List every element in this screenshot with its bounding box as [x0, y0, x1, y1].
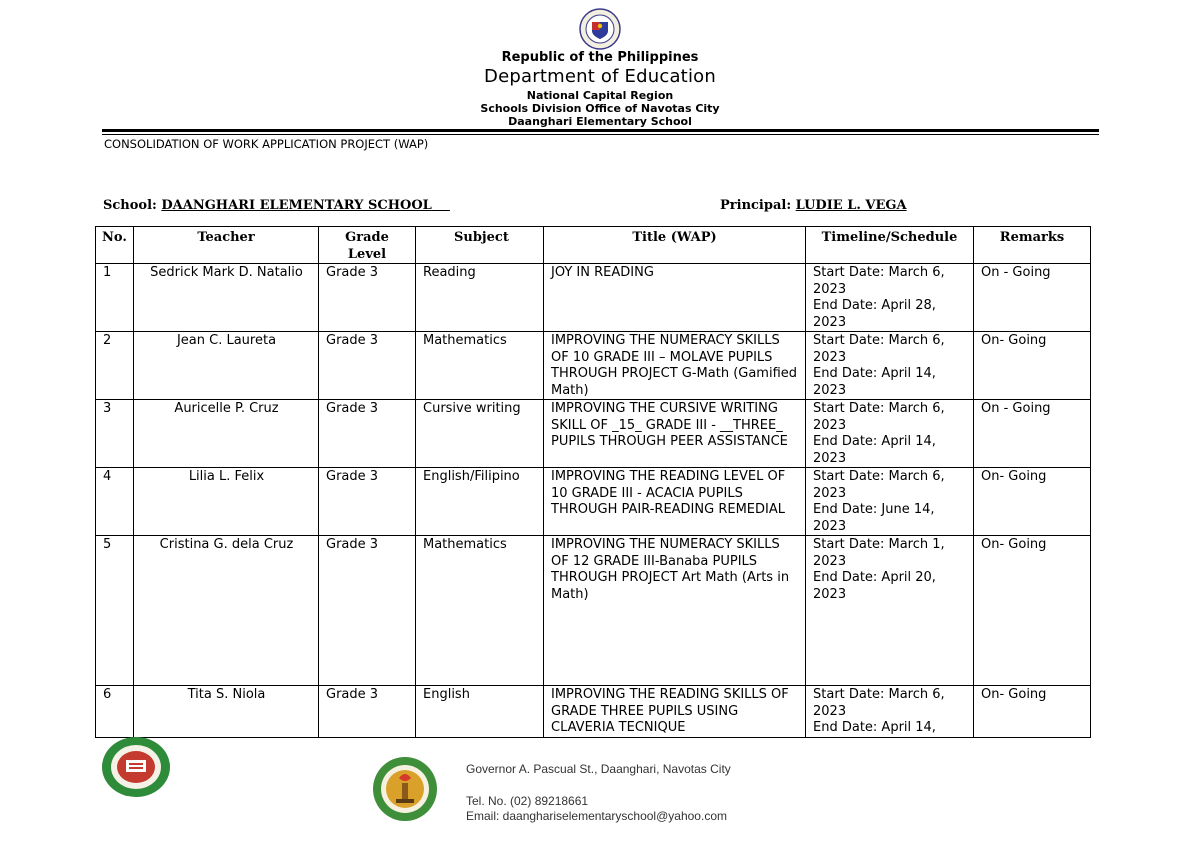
row-grade: Grade 3 — [319, 468, 416, 536]
wap-table — [95, 226, 1091, 738]
principal-info — [720, 198, 907, 213]
row-timeline — [806, 264, 974, 332]
row-title: JOY IN READING — [544, 264, 806, 332]
school-value: DAANGHARI ELEMENTARY SCHOOL — [161, 198, 432, 213]
row-grade: Grade 3 — [319, 686, 416, 738]
row-teacher: Sedrick Mark D. Natalio — [134, 264, 319, 332]
region-label: National Capital Region — [526, 89, 674, 102]
row-subject: Cursive writing — [416, 400, 544, 468]
row-title: IMPROVING THE NUMERACY SKILLS OF 10 GRADE III – MOLAVE PUPILS THROUGH PROJECT G-Math (Gamified Math) — [544, 332, 806, 400]
end-date: End Date: April 28, 2023 — [813, 298, 936, 330]
row-remarks: On- Going — [974, 536, 1091, 686]
row-remarks: On- Going — [974, 686, 1091, 738]
end-date: End Date: April 14, 2023 — [813, 366, 936, 398]
footer-address: Governor A. Pascual St., Daanghari, Navotas City — [466, 762, 731, 776]
footer-tel: Tel. No. (02) 89218661 — [466, 794, 589, 808]
republic-label: Republic of the Philippines — [501, 50, 699, 65]
row-title: IMPROVING THE NUMERACY SKILLS OF 12 GRADE III-Banaba PUPILS THROUGH PROJECT Art Math (Arts in Math) — [544, 536, 806, 686]
table-header-row — [96, 227, 1091, 264]
start-date: Start Date: March 6, 2023 — [813, 401, 945, 433]
row-remarks: On - Going — [974, 400, 1091, 468]
start-date: Start Date: March 6, 2023 — [813, 469, 945, 501]
row-grade: Grade 3 — [319, 332, 416, 400]
row-teacher: Jean C. Laureta — [134, 332, 319, 400]
start-date: Start Date: March 6, 2023 — [813, 333, 945, 365]
row-timeline — [806, 400, 974, 468]
end-date: End Date: April 14, — [813, 720, 936, 735]
row-remarks: On- Going — [974, 468, 1091, 536]
col-header-no: No. — [96, 227, 134, 264]
row-teacher: Lilia L. Felix — [134, 468, 319, 536]
row-title: IMPROVING THE CURSIVE WRITING SKILL OF _15_ GRADE III - __THREE_ PUPILS THROUGH PEER ASSISTANCE — [544, 400, 806, 468]
row-timeline — [806, 332, 974, 400]
start-date: Start Date: March 6, 2023 — [813, 265, 945, 297]
col-header-subject: Subject — [416, 227, 544, 264]
document-title: CONSOLIDATION OF WORK APPLICATION PROJECT (WAP) — [104, 137, 429, 151]
end-date: End Date: April 14, 2023 — [813, 434, 936, 466]
row-title: IMPROVING THE READING LEVEL OF 10 GRADE III - ACACIA PUPILS THROUGH PAIR-READING REMEDIAL — [544, 468, 806, 536]
table-row — [96, 332, 1091, 400]
header-divider — [102, 129, 1099, 132]
school-label: School: — [103, 198, 157, 213]
table-row — [96, 536, 1091, 686]
col-header-timeline: Timeline/Schedule — [806, 227, 974, 264]
row-timeline — [806, 468, 974, 536]
row-grade: Grade 3 — [319, 400, 416, 468]
division-label: Schools Division Office of Navotas City — [480, 102, 720, 115]
start-date: Start Date: March 6, 2023 — [813, 687, 945, 719]
row-teacher: Tita S. Niola — [134, 686, 319, 738]
row-no: 4 — [96, 468, 134, 536]
row-title: IMPROVING THE READING SKILLS OF GRADE THREE PUPILS USING CLAVERIA TECNIQUE — [544, 686, 806, 738]
row-subject: Mathematics — [416, 332, 544, 400]
row-remarks: On- Going — [974, 332, 1091, 400]
table-row — [96, 264, 1091, 332]
row-subject: Mathematics — [416, 536, 544, 686]
row-no: 2 — [96, 332, 134, 400]
principal-label: Principal: — [720, 198, 792, 213]
row-subject: English — [416, 686, 544, 738]
col-header-grade-level: Grade Level — [319, 227, 416, 264]
row-no: 6 — [96, 686, 134, 738]
row-timeline — [806, 536, 974, 686]
header-divider-thin — [102, 134, 1099, 135]
row-remarks: On - Going — [974, 264, 1091, 332]
row-no: 3 — [96, 400, 134, 468]
row-grade: Grade 3 — [319, 536, 416, 686]
row-subject: English/Filipino — [416, 468, 544, 536]
col-header-title: Title (WAP) — [544, 227, 806, 264]
table-row — [96, 468, 1091, 536]
footer-email: Email: daanghariselementaryschool@yahoo.com — [466, 809, 727, 823]
row-no: 1 — [96, 264, 134, 332]
start-date: Start Date: March 1, 2023 — [813, 537, 945, 569]
school-info — [103, 198, 450, 213]
col-header-remarks: Remarks — [974, 227, 1091, 264]
row-no: 5 — [96, 536, 134, 686]
end-date: End Date: April 20, 2023 — [813, 570, 936, 602]
end-date: End Date: June 14, 2023 — [813, 502, 935, 534]
school-header-label: Daanghari Elementary School — [508, 115, 692, 128]
row-grade: Grade 3 — [319, 264, 416, 332]
daanghari-school-logo-icon — [372, 756, 438, 822]
row-timeline — [806, 686, 974, 738]
row-teacher: Auricelle P. Cruz — [134, 400, 319, 468]
table-row — [96, 400, 1091, 468]
navotas-division-logo-icon — [100, 736, 172, 798]
row-subject: Reading — [416, 264, 544, 332]
row-teacher: Cristina G. dela Cruz — [134, 536, 319, 686]
col-header-teacher: Teacher — [134, 227, 319, 264]
table-row — [96, 686, 1091, 738]
principal-value: LUDIE L. VEGA — [795, 198, 907, 213]
department-name: Department of Education — [484, 66, 716, 87]
deped-seal-icon — [579, 8, 621, 50]
